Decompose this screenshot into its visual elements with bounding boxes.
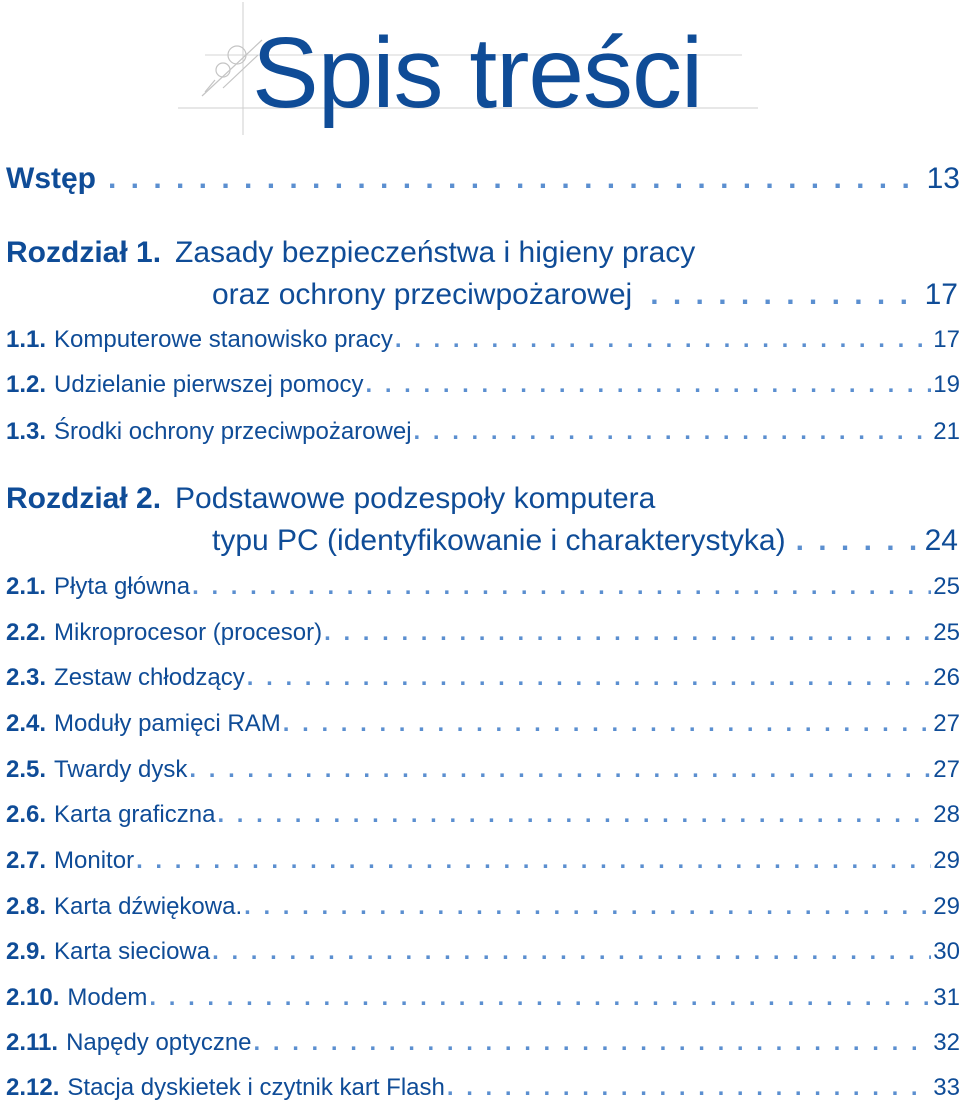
toc-chapter-title-line2: oraz ochrony przeciwpożarowej [212,278,633,311]
toc-entry-number: 2.7. [6,847,47,874]
toc-chapter-title-line1: Podstawowe podzespoły komputera [175,482,656,515]
toc-leader [650,278,922,312]
toc-leader [189,756,931,784]
toc-entry[interactable] [6,847,960,875]
toc-page-number: 24 [924,524,958,557]
toc-leader [244,893,931,921]
toc-entry[interactable] [6,371,960,399]
toc-entry[interactable] [6,710,960,738]
toc-chapter-title-line2: typu PC (identyfikowanie i charakterystyka) [212,524,786,557]
toc-entry[interactable] [6,1029,960,1057]
toc-chapter-label: Rozdział 1. [6,236,162,269]
toc-page-number: 30 [933,938,960,965]
toc-page-number: 25 [933,619,960,646]
toc-entry-title: Modem [67,984,148,1011]
toc-leader [192,573,931,601]
toc-entry-title: Płyta główna [54,573,191,600]
toc-page-number: 32 [933,1029,960,1056]
toc-entry-title: Moduły pamięci RAM [54,710,281,737]
toc-leader [395,326,931,354]
toc-leader [796,524,923,558]
toc-entry-title: Stacja dyskietek i czytnik kart Flash [67,1074,445,1101]
toc-entry-number: 2.1. [6,573,47,600]
toc-entry-number: 2.11. [6,1029,59,1056]
toc-entry-number: 1.1. [6,326,47,353]
toc-entry-title: Twardy dysk [54,756,188,783]
toc-entry-title: Udzielanie pierwszej pomocy [54,371,364,398]
toc-entry-title: Mikroprocesor (procesor) [54,619,323,646]
toc-entry-title: Karta graficzna [54,801,216,828]
toc-page-number: 29 [933,847,960,874]
toc-page-number: 27 [933,710,960,737]
toc-page-number: 28 [933,801,960,828]
toc-page-number: 33 [933,1074,960,1101]
toc-page-number: 29 [933,893,960,920]
toc-entry-number: 2.9. [6,938,47,965]
toc-entry-number: 2.3. [6,664,47,691]
toc-page-number: 21 [933,418,960,445]
toc-entry-title: Zestaw chłodzący [54,664,245,691]
toc-page-number: 31 [933,984,960,1011]
toc-entry[interactable] [6,1074,960,1102]
toc-entry-number: 1.2. [6,371,47,398]
toc-entry-title: Karta dźwiękowa. [54,893,243,920]
toc-entry[interactable] [6,756,960,784]
toc-entry-number: 2.2. [6,619,47,646]
toc-entry[interactable] [6,893,960,921]
toc-page-number: 13 [926,162,960,195]
page-title: Spis treści [252,17,703,129]
toc-leader [366,371,932,399]
toc-page-number: 26 [933,664,960,691]
toc-page-number: 19 [933,371,960,398]
toc-entry-title: Monitor [54,847,135,874]
toc-entry[interactable] [6,326,960,354]
toc-entry-number: 1.3. [6,418,47,445]
toc-leader [414,418,932,446]
toc-entry[interactable] [6,418,960,446]
toc-leader [212,938,931,966]
toc-page-number: 25 [933,573,960,600]
toc-leader [324,619,931,647]
toc-page-number: 17 [933,326,960,353]
toc-leader [254,1029,932,1057]
toc-entry[interactable] [6,573,960,601]
toc-entry-number: 2.4. [6,710,47,737]
toc-page-number: 17 [924,278,958,311]
toc-entry-title: Karta sieciowa [54,938,211,965]
toc-chapter-title-line1: Zasady bezpieczeństwa i higieny pracy [175,236,696,269]
toc-leader [217,801,931,829]
toc-entry[interactable] [6,619,960,647]
toc-page-number: 27 [933,756,960,783]
toc-entry-number: 2.12. [6,1074,60,1101]
toc-entry-number: 2.5. [6,756,47,783]
toc-entry-title: Komputerowe stanowisko pracy [54,326,393,353]
toc-leader [108,162,925,196]
toc-leader [136,847,931,875]
toc-leader [447,1074,931,1102]
toc-intro-label: Wstęp [6,162,96,195]
toc-entry[interactable] [6,938,960,966]
toc-entry-number: 2.6. [6,801,47,828]
toc-entry-number: 2.8. [6,893,47,920]
toc-entry-intro[interactable] [6,162,960,196]
toc-entry-number: 2.10. [6,984,60,1011]
toc-leader [283,710,932,738]
toc-chapter-label: Rozdział 2. [6,482,162,515]
toc-leader [247,664,932,692]
toc-entry[interactable] [6,664,960,692]
toc-entry-title: Napędy optyczne [66,1029,252,1056]
toc-leader [149,984,931,1012]
toc-entry[interactable] [6,801,960,829]
toc-entry[interactable] [6,984,960,1012]
toc-entry-title: Środki ochrony przeciwpożarowej [54,418,412,445]
